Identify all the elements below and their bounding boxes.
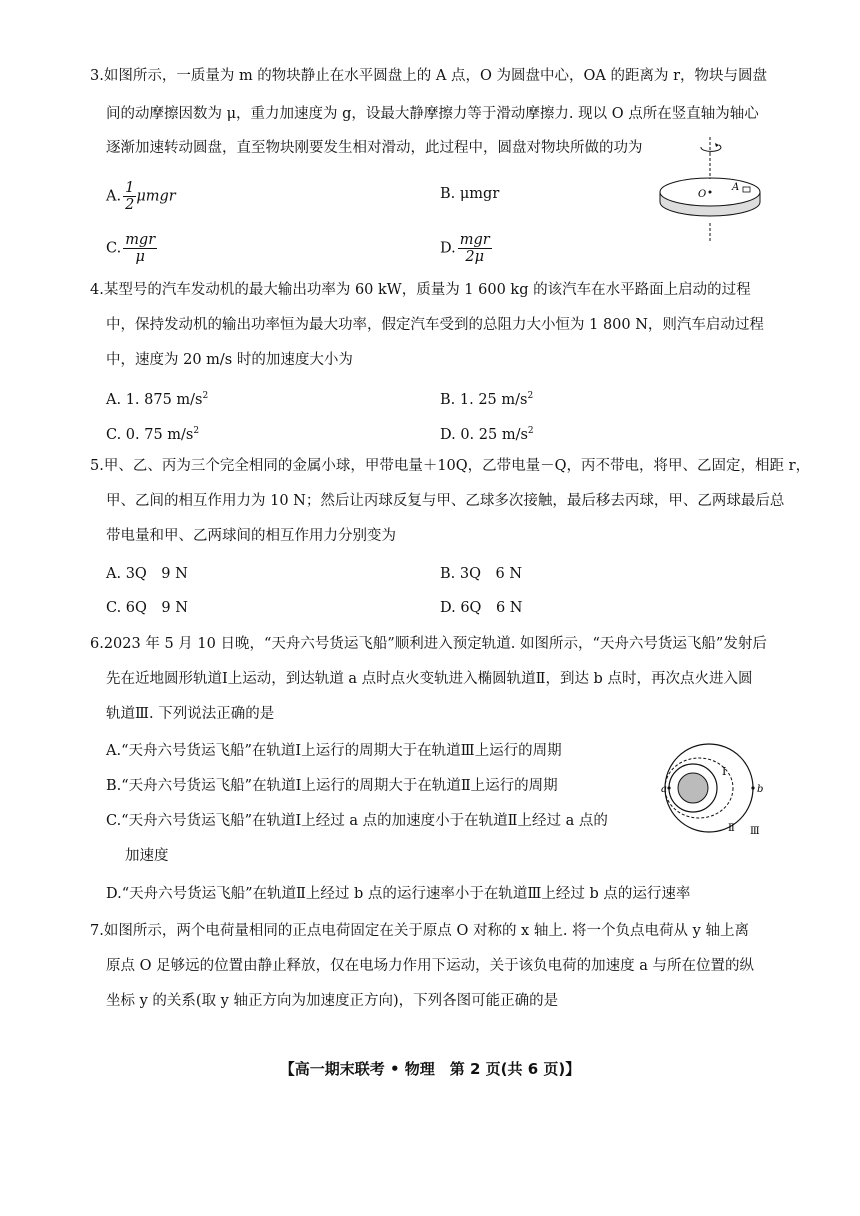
fraction: $\frac{\text{mgr}}{2\mu}$ bbox=[459, 232, 490, 265]
q4-option-c: C. 0. 75 $m/s^2$ bbox=[106, 426, 200, 443]
q3-option-d bbox=[440, 232, 492, 265]
q3-option-c bbox=[106, 232, 157, 265]
q5-option-b: B. 3Q 6 N bbox=[440, 566, 523, 582]
q5-option-a: A. 3Q 9 N bbox=[106, 566, 188, 582]
q5-option-d: D. 6Q 6 N bbox=[440, 600, 523, 616]
q4-line-2: 中，保持发动机的输出功率恒为最大功率，假定汽车受到的总阻力大小恒为 1 800 N，则汽车启动过程 bbox=[106, 317, 764, 333]
q4-option-d: D. 0. 25 $m/s^2$ bbox=[440, 426, 534, 443]
q6-option-c-line-2: 加速度 bbox=[125, 848, 169, 864]
orbit-label-i: Ⅰ bbox=[722, 765, 727, 778]
q6-line-1: 6.2023 年 5 月 10 日晚，“天舟六号货运飞船”顺利进入预定轨道. 如图所示，“天舟六号货运飞船”发射后 bbox=[90, 636, 767, 652]
q6-line-3: 轨道Ⅲ. 下列说法正确的是 bbox=[106, 706, 275, 722]
orbit-label-ii: Ⅱ bbox=[728, 823, 735, 834]
q4-line-3: 中，速度为 20 m/s 时的加速度大小为 bbox=[106, 352, 353, 368]
q6-option-b: B.“天舟六号货运飞船”在轨道Ⅰ上运行的周期大于在轨道Ⅱ上运行的周期 bbox=[106, 778, 558, 794]
orbit-label-iii: Ⅲ bbox=[750, 826, 760, 837]
option-label: D. bbox=[440, 240, 456, 257]
fraction: $\frac{1}{2}$ bbox=[125, 180, 135, 213]
q3-option-b: B. μmgr bbox=[440, 186, 500, 202]
orbit-label-a: a bbox=[661, 784, 667, 795]
q3-option-a: A. $\frac{1}{2}$ μmgr bbox=[106, 180, 176, 213]
q7-line-1: 7.如图所示，两个电荷量相同的正点电荷固定在关于原点 O 对称的 x 轴上. 将一个负点电荷从 y 轴上离 bbox=[90, 923, 749, 939]
q4-option-a: A. 1. 875 $m/s^2$ bbox=[106, 391, 209, 408]
fraction: $\frac{\text{mgr}}{\mu}$ bbox=[125, 232, 156, 265]
q4-option-b: B. 1. 25 $m/s^2$ bbox=[440, 391, 534, 408]
q6-line-2: 先在近地圆形轨道Ⅰ上运动，到达轨道 a 点时点火变轨进入椭圆轨道Ⅱ，到达 b 点时，再次点火进入圆 bbox=[106, 671, 753, 687]
rotating-disk-figure bbox=[655, 135, 770, 250]
option-label: A. bbox=[106, 188, 122, 205]
orbit-figure bbox=[654, 740, 774, 840]
q3-line-2: 间的动摩擦因数为 μ，重力加速度为 g，设最大静摩擦力等于滑动摩擦力. 现以 O 点所在竖直轴为轴心 bbox=[106, 106, 759, 122]
q7-line-3: 坐标 y 的关系(取 y 轴正方向为加速度正方向)，下列各图可能正确的是 bbox=[106, 993, 559, 1009]
q6-option-a: A.“天舟六号货运飞船”在轨道Ⅰ上运行的周期大于在轨道Ⅲ上运行的周期 bbox=[106, 743, 562, 759]
orbit-label-b: b bbox=[757, 784, 764, 795]
q5-option-c: C. 6Q 9 N bbox=[106, 600, 188, 616]
q5-line-2: 甲、乙间的相互作用力为 10 N；然后让丙球反复与甲、乙球多次接触，最后移去丙球，甲、乙两球最后总 bbox=[106, 493, 785, 509]
option-label: C. bbox=[106, 240, 122, 257]
page-footer: 【高一期末联考 • 物理 第 2 页(共 6 页)】 bbox=[279, 1060, 581, 1078]
disk-label-a: A bbox=[732, 182, 740, 193]
q3-line-1: 3.如图所示，一质量为 m 的物块静止在水平圆盘上的 A 点，O 为圆盘中心，OA 的距离为 r，物块与圆盘 bbox=[90, 68, 767, 84]
q6-option-c-line-1: C.“天舟六号货运飞船”在轨道Ⅰ上经过 a 点的加速度小于在轨道Ⅱ上经过 a 点的 bbox=[106, 813, 608, 829]
q6-option-d: D.“天舟六号货运飞船”在轨道Ⅱ上经过 b 点的运行速率小于在轨道Ⅲ上经过 b 点的运行速率 bbox=[106, 886, 691, 902]
q4-line-1: 4.某型号的汽车发动机的最大输出功率为 60 kW，质量为 1 600 kg 的该汽车在水平路面上启动的过程 bbox=[90, 282, 751, 298]
q5-line-3: 带电量和甲、乙两球间的相互作用力分别变为 bbox=[106, 528, 396, 544]
disk-label-o: O bbox=[698, 189, 707, 200]
q7-line-2: 原点 O 足够远的位置由静止释放，仅在电场力作用下运动，关于该负电荷的加速度 a 与所在位置的纵 bbox=[106, 958, 754, 974]
q3-line-3: 逐渐加速转动圆盘，直至物块刚要发生相对滑动，此过程中，圆盘对物块所做的功为 bbox=[106, 140, 643, 156]
q5-line-1: 5.甲、乙、丙为三个完全相同的金属小球，甲带电量＋10Q，乙带电量－Q，丙不带电，将甲、乙固定，相距 r， bbox=[90, 458, 811, 474]
